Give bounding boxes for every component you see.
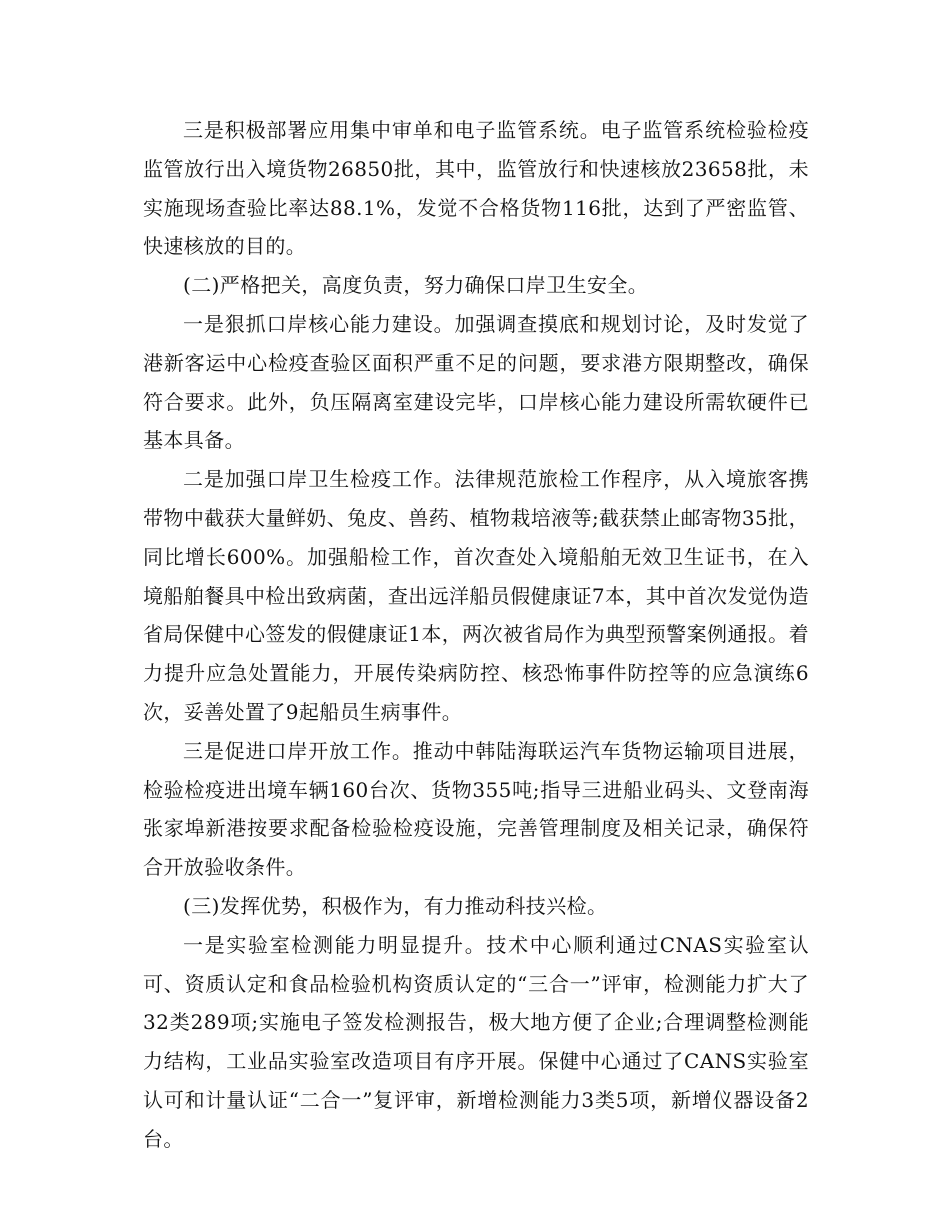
document-body xyxy=(143,111,809,1159)
paragraph-port-health-quarantine: 二是加强口岸卫生检疫工作。法律规范旅检工作程序，从入境旅客携带物中截获大量鲜奶、兔皮、兽药、植物栽培液等;截获禁止邮寄物35批，同比增长600%。加强船检工作，首次查处入境船舶无效卫生证书，在入境船舶餐具中检出致病菌，查出远洋船员假健康证7本，其中首次发觉伪造省局保健中心签发的假健康证1本，两次被省局作为典型预警案例通报。着力提升应急处置能力，开展传染病防控、核恐怖事件防控等的应急演练6次，妥善处置了9起船员生病事件。 xyxy=(143,467,809,724)
paragraph-port-opening: 三是促进口岸开放工作。推动中韩陆海联运汽车货物运输项目进展，检验检疫进出境车辆160台次、货物355吨;指导三进船业码头、文登南海张家埠新港按要求配备检验检疫设施，完善管理制度及相关记录，确保符合开放验收条件。 xyxy=(143,738,809,880)
paragraph-laboratory-capability: 一是实验室检测能力明显提升。技术中心顺利通过CNAS实验室认可、资质认定和食品检验机构资质认定的“三合一”评审，检测能力扩大了32类289项;实施电子签发检测报告，极大地方便了企业;合理调整检测能力结构，工业品实验室改造项目有序开展。保健中心通过了CANS实验室认可和计量认证“二合一”复评审，新增检测能力3类5项，新增仪器设备2台。 xyxy=(143,932,809,1151)
section-heading-technology: (三)发挥优势，积极作为，有力推动科技兴检。 xyxy=(183,893,608,918)
paragraph-port-core-capability: 一是狠抓口岸核心能力建设。加强调查摸底和规划讨论，及时发觉了港新客运中心检疫查验区面积严重不足的问题，要求港方限期整改，确保符合要求。此外，负压隔离室建设完毕，口岸核心能力建设所需软硬件已基本具备。 xyxy=(143,311,809,453)
section-heading-port-health: (二)严格把关，高度负责，努力确保口岸卫生安全。 xyxy=(183,273,649,298)
paragraph-electronic-supervision: 三是积极部署应用集中审单和电子监管系统。电子监管系统检验检疫监管放行出入境货物26850批，其中，监管放行和快速核放23658批，未实施现场查验比率达88.1%，发觉不合格货物116批，达到了严密监管、快速核放的目的。 xyxy=(143,118,809,259)
